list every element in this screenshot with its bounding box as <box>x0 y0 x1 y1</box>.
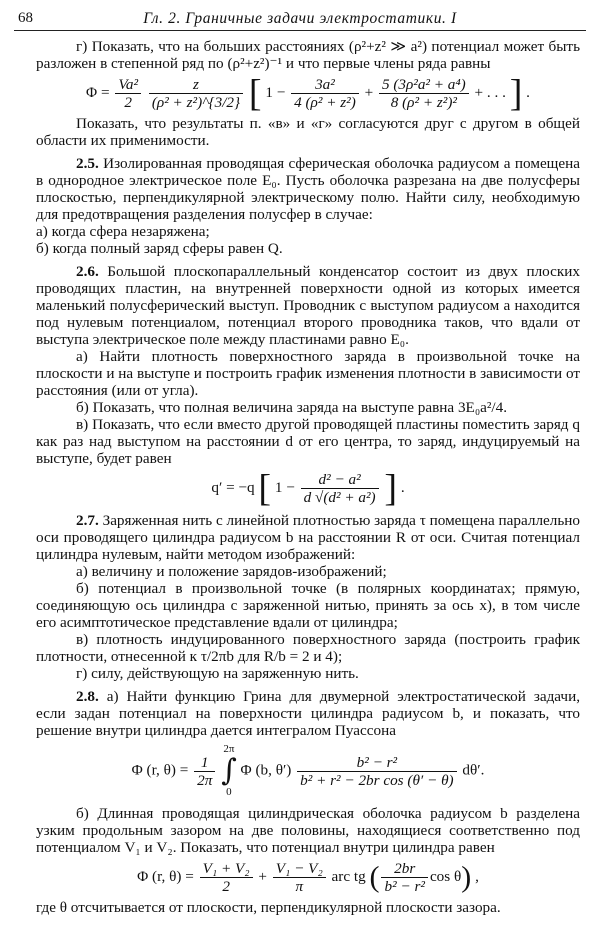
problem-2-6-b: б) Показать, что полная величина заряда на выступе равна 3E₀a²/4. <box>76 399 508 416</box>
paragraph-compare: Показать, что результаты п. «в» и «г» согласуются друг с другом в общей области их применимости. <box>36 115 580 149</box>
header-rule <box>14 30 586 31</box>
running-title: Гл. 2. Граничные задачи электростатики. I <box>143 10 457 27</box>
problem-2-6-c: в) Показать, что если вместо другой проводящей пластины поместить заряд q как раз над выступом на расстоянии d от его центра, то заряд, индуцируемый на выступе, будет равен <box>36 416 580 467</box>
problem-2-7: 2.7. Заряженная нить с линейной плотностью заряда τ помещена параллельно оси проводящего цилиндра радиусом b на расстоянии R от оси. Считая потенциал цилиндра нулевым, найти методом изображений: <box>36 512 580 563</box>
formula-poisson-integral: Φ (r, θ) = $\frac{1}{2\pi}$ 2π ∫ 0 Φ (b, θ′) $\frac{\text{b² − r²}}{\text{b² + r² − 2br cos (θ′ − θ)}}$ dθ′. <box>131 743 485 798</box>
problem-2-5: 2.5. Изолированная проводящая сферическая оболочка радиусом a помещена в однородное электрическое поле E₀. Пусть оболочка разрезана на две полусферы плоскостью, перпендикулярной электрическому полю. Найти силу, необходимую для предотвращения разделения полусфер в случае: <box>36 155 580 223</box>
problem-2-5-b: б) когда полный заряд сферы равен Q. <box>36 240 283 257</box>
problem-2-8-b: б) Длинная проводящая цилиндрическая оболочка радиусом b разделена узким продольным зазором на две половины, находящиеся соответственно под потенциалом V₁ и V₂. Показать, что потенциал внутри цилиндра равен <box>36 805 580 856</box>
running-header <box>14 6 586 28</box>
problem-2-7-d: г) силу, действующую на заряженную нить. <box>76 665 359 682</box>
problem-2-6: 2.6. Большой плоскопараллельный конденсатор состоит из двух плоских проводящих пластин, на внутренней поверхности одной из которых имеется маленький полусферический выступ. Проводник с выступом радиусом a находится под нулевым потенциалом, потенциал второго проводника таков, что вдали от выступа электрическое поле между пластинами равно E₀. <box>36 263 580 348</box>
problem-2-8: 2.8. а) Найти функцию Грина для двумерной электростатической задачи, если задан потенциал на поверхности цилиндра радиусом b, и показать, что решение внутри цилиндра дается интегралом Пуассона <box>36 688 580 739</box>
problem-2-7-c: в) плотность индуцированного поверхностного заряда (построить график плотности, отнесенной к τ/2πb для R/b = 2 и 4); <box>36 631 580 665</box>
page-body <box>36 38 580 916</box>
problem-2-6-a: а) Найти плотность поверхностного заряда в произвольной точке на плоскости и на выступе и построить график изменения плотности в зависимости от расстояния (или от угла). <box>36 348 580 399</box>
problem-2-7-b: б) потенциал в произвольной точке (в полярных координатах; прямую, соединяющую ось цилиндра с заряженной нитью, принять за ось x), в том числе его асимптотическое представление вдали от цилиндра; <box>36 580 580 631</box>
problem-2-7-a: а) величину и положение зарядов-изображений; <box>76 563 387 580</box>
formula-induced-charge: q′ = −q [ 1 − $\frac{\text{d² − a²}}{\text{d √(d² + a²)}}$ ] . <box>211 467 405 510</box>
closing-line: где θ отсчитывается от плоскости, перпендикулярной плоскости зазора. <box>36 899 501 916</box>
formula-potential-series: Φ = $\frac{\text{Va²}}{2}$ $\frac{z}{\text{(ρ² + z²)\textasciicircum{}\{3/2\}}}$ [ 1 − $\frac{\text{3a²}}{\text{4 (ρ² + z²)}}$ + $\frac{\text{5 (3ρ²a² + a⁴)}}{\text{8 (ρ² + z²)²}}$ + . . . ] . <box>86 72 530 115</box>
problem-2-5-a: а) когда сфера незаряжена; <box>36 223 210 240</box>
formula-split-cylinder: Φ (r, θ) = $\frac{\text{V₁ + V₂}}{2}$ + $\frac{\text{V₁ − V₂}}{\pi}$ arc tg ( $\frac{2br}{\text{b² − r²}}$ cos θ) , <box>137 860 479 895</box>
page-number: 68 <box>18 10 33 26</box>
paragraph-g: г) Показать, что на больших расстояниях (ρ²+z² ≫ a²) потенциал может быть разложен в степенной ряд по (ρ²+z²)⁻¹ и что первые члены ряда равны <box>36 38 580 72</box>
